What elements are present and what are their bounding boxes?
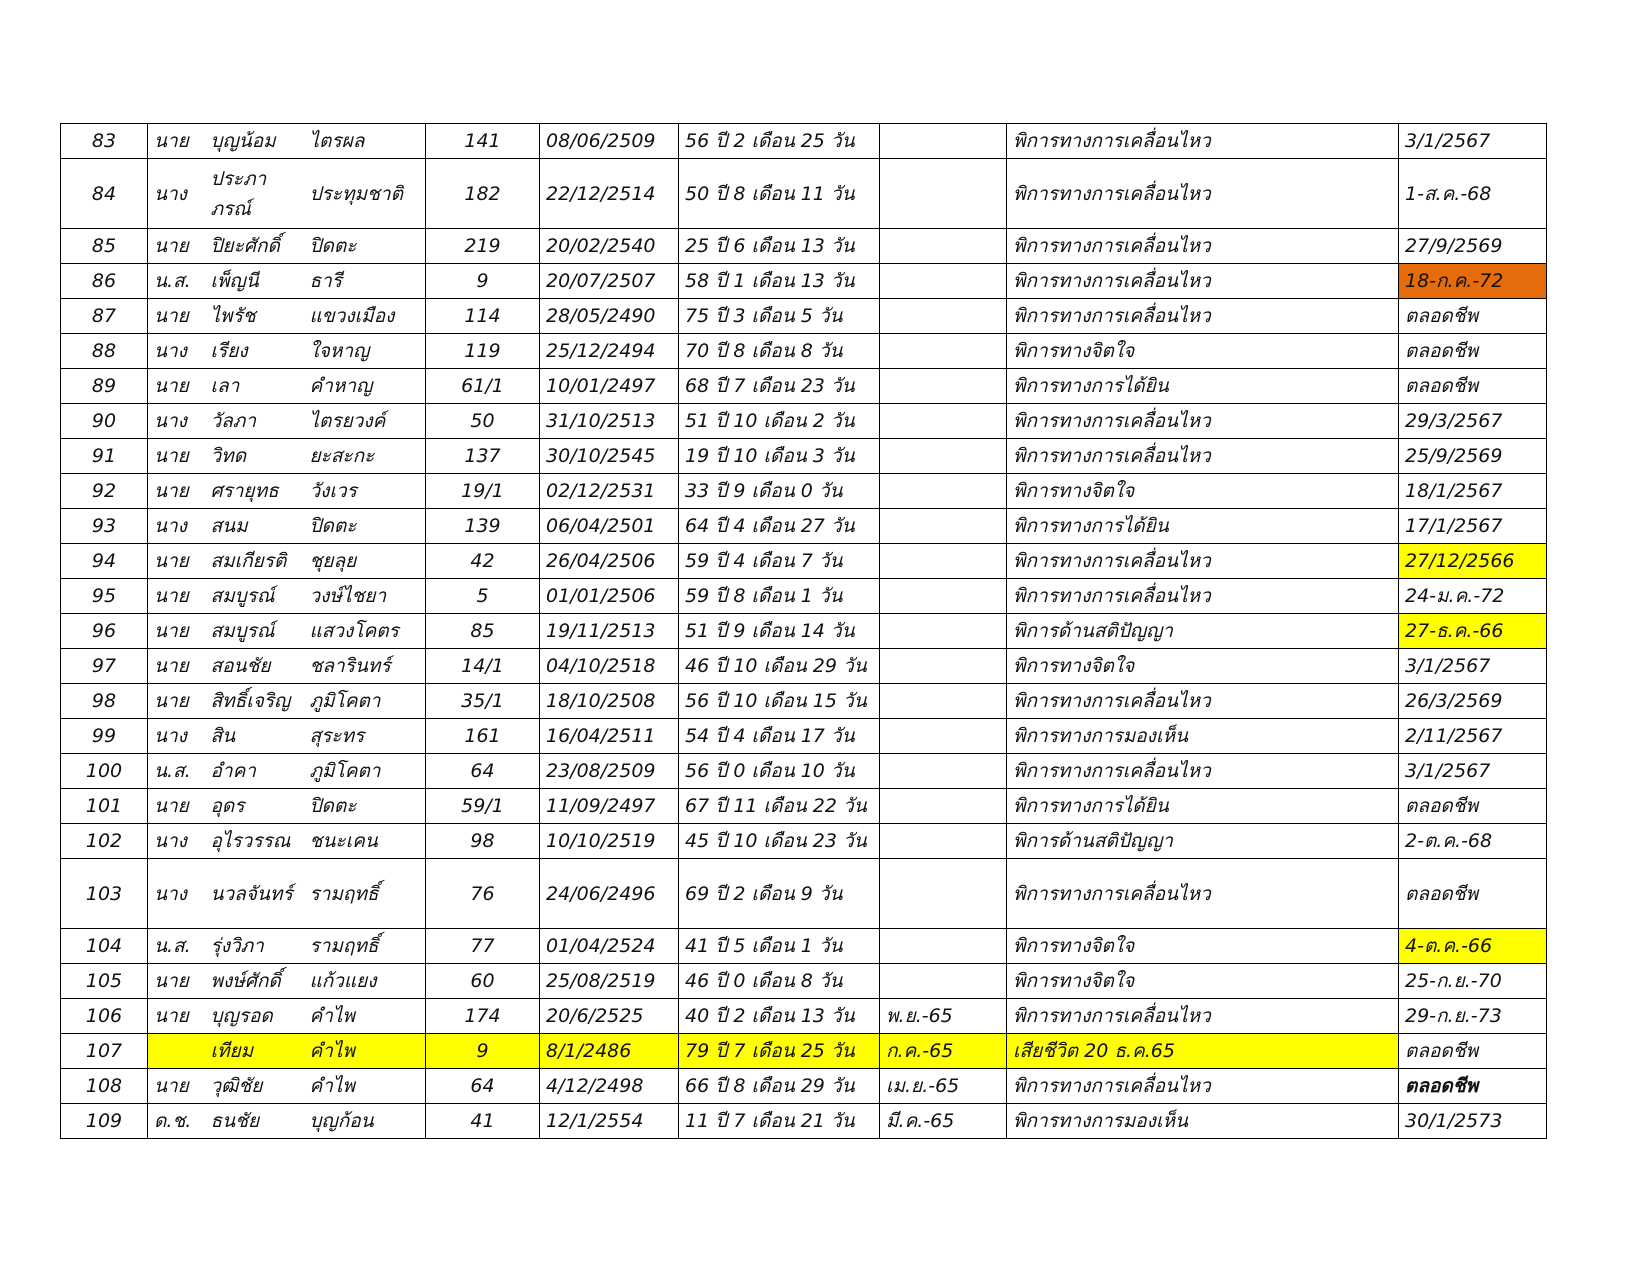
birth-date: 25/12/2494 <box>540 334 679 369</box>
first-name: วุฒิชัย <box>205 1069 304 1104</box>
last-name: สุระทร <box>304 719 426 754</box>
birth-date: 28/05/2490 <box>540 299 679 334</box>
name-title: นาง <box>148 509 205 544</box>
name-title: นาย <box>148 439 205 474</box>
table-row <box>61 1104 1547 1139</box>
table-row <box>61 824 1547 859</box>
name-title <box>148 1034 205 1069</box>
table-row <box>61 684 1547 719</box>
house-number: 60 <box>426 964 540 999</box>
row-number: 90 <box>61 404 148 439</box>
first-name: อำคา <box>205 754 304 789</box>
first-name: สนม <box>205 509 304 544</box>
name-title: นาย <box>148 1069 205 1104</box>
disability-type: พิการทางการเคลื่อนไหว <box>1007 544 1399 579</box>
card-expiry: 30/1/2573 <box>1399 1104 1547 1139</box>
table-row <box>61 474 1547 509</box>
first-name: บุญรอด <box>205 999 304 1034</box>
disability-type: พิการทางจิตใจ <box>1007 334 1399 369</box>
month-cell <box>880 789 1007 824</box>
table-row <box>61 544 1547 579</box>
birth-date: 8/1/2486 <box>540 1034 679 1069</box>
last-name: ภูมิโคตา <box>304 684 426 719</box>
age-text: 59 ปี 4 เดือน 7 วัน <box>679 544 880 579</box>
house-number: 59/1 <box>426 789 540 824</box>
table-row <box>61 159 1547 229</box>
card-expiry: 27/12/2566 <box>1399 544 1547 579</box>
row-number: 102 <box>61 824 148 859</box>
age-text: 56 ปี 2 เดือน 25 วัน <box>679 124 880 159</box>
row-number: 83 <box>61 124 148 159</box>
row-number: 109 <box>61 1104 148 1139</box>
last-name: ปิดตะ <box>304 789 426 824</box>
first-name: สอนชัย <box>205 649 304 684</box>
row-number: 84 <box>61 159 148 229</box>
age-text: 40 ปี 2 เดือน 13 วัน <box>679 999 880 1034</box>
birth-date: 16/04/2511 <box>540 719 679 754</box>
month-cell <box>880 159 1007 229</box>
age-text: 46 ปี 10 เดือน 29 วัน <box>679 649 880 684</box>
disability-type: พิการทางการเคลื่อนไหว <box>1007 264 1399 299</box>
birth-date: 12/1/2554 <box>540 1104 679 1139</box>
last-name: ภูมิโคตา <box>304 754 426 789</box>
month-cell: มี.ค.-65 <box>880 1104 1007 1139</box>
age-text: 69 ปี 2 เดือน 9 วัน <box>679 859 880 929</box>
last-name: คำไพ <box>304 1069 426 1104</box>
house-number: 35/1 <box>426 684 540 719</box>
house-number: 139 <box>426 509 540 544</box>
card-expiry: 25-ก.ย.-70 <box>1399 964 1547 999</box>
table-row <box>61 929 1547 964</box>
disability-type: พิการด้านสติปัญญา <box>1007 614 1399 649</box>
month-cell <box>880 649 1007 684</box>
first-name: ศรายุทธ <box>205 474 304 509</box>
month-cell <box>880 229 1007 264</box>
disability-type: พิการทางจิตใจ <box>1007 649 1399 684</box>
first-name: สมเกียรติ <box>205 544 304 579</box>
row-number: 97 <box>61 649 148 684</box>
disability-type: พิการทางจิตใจ <box>1007 929 1399 964</box>
house-number: 64 <box>426 754 540 789</box>
first-name: ประภา ภรณ์ <box>205 159 304 229</box>
disability-type: พิการทางการเคลื่อนไหว <box>1007 404 1399 439</box>
last-name: ปิดตะ <box>304 509 426 544</box>
disability-type: พิการทางการเคลื่อนไหว <box>1007 684 1399 719</box>
card-expiry: 24-ม.ค.-72 <box>1399 579 1547 614</box>
age-text: 75 ปี 3 เดือน 5 วัน <box>679 299 880 334</box>
house-number: 161 <box>426 719 540 754</box>
card-expiry: 3/1/2567 <box>1399 754 1547 789</box>
house-number: 42 <box>426 544 540 579</box>
table-row <box>61 1034 1547 1069</box>
last-name: แก้วแยง <box>304 964 426 999</box>
table-row <box>61 299 1547 334</box>
first-name: ธนชัย <box>205 1104 304 1139</box>
house-number: 141 <box>426 124 540 159</box>
first-name: ไพรัช <box>205 299 304 334</box>
house-number: 5 <box>426 579 540 614</box>
row-number: 91 <box>61 439 148 474</box>
age-text: 33 ปี 9 เดือน 0 วัน <box>679 474 880 509</box>
row-number: 93 <box>61 509 148 544</box>
row-number: 86 <box>61 264 148 299</box>
age-text: 51 ปี 10 เดือน 2 วัน <box>679 404 880 439</box>
disability-type: พิการทางการเคลื่อนไหว <box>1007 859 1399 929</box>
birth-date: 11/09/2497 <box>540 789 679 824</box>
month-cell <box>880 719 1007 754</box>
month-cell <box>880 684 1007 719</box>
age-text: 64 ปี 4 เดือน 27 วัน <box>679 509 880 544</box>
card-expiry: 3/1/2567 <box>1399 124 1547 159</box>
first-name: รุ่งวิภา <box>205 929 304 964</box>
row-number: 89 <box>61 369 148 404</box>
age-text: 70 ปี 8 เดือน 8 วัน <box>679 334 880 369</box>
disability-type: พิการทางการเคลื่อนไหว <box>1007 124 1399 159</box>
disability-type: พิการด้านสติปัญญา <box>1007 824 1399 859</box>
disability-type: พิการทางการได้ยิน <box>1007 789 1399 824</box>
house-number: 14/1 <box>426 649 540 684</box>
name-title: นาย <box>148 544 205 579</box>
birth-date: 02/12/2531 <box>540 474 679 509</box>
name-title: นาย <box>148 684 205 719</box>
row-number: 104 <box>61 929 148 964</box>
name-title: นาย <box>148 124 205 159</box>
birth-date: 08/06/2509 <box>540 124 679 159</box>
house-number: 50 <box>426 404 540 439</box>
table-row <box>61 789 1547 824</box>
last-name: ไตรผล <box>304 124 426 159</box>
month-cell: เม.ย.-65 <box>880 1069 1007 1104</box>
first-name: อุไรวรรณ <box>205 824 304 859</box>
card-expiry: 2-ต.ค.-68 <box>1399 824 1547 859</box>
birth-date: 22/12/2514 <box>540 159 679 229</box>
house-number: 19/1 <box>426 474 540 509</box>
birth-date: 01/01/2506 <box>540 579 679 614</box>
name-title: น.ส. <box>148 929 205 964</box>
disability-type: พิการทางการเคลื่อนไหว <box>1007 159 1399 229</box>
last-name: วงษ์ไชยา <box>304 579 426 614</box>
disability-type: พิการทางการเคลื่อนไหว <box>1007 754 1399 789</box>
age-text: 56 ปี 10 เดือน 15 วัน <box>679 684 880 719</box>
first-name: นวลจันทร์ <box>205 859 304 929</box>
age-text: 59 ปี 8 เดือน 1 วัน <box>679 579 880 614</box>
house-number: 119 <box>426 334 540 369</box>
last-name: ชนะเคน <box>304 824 426 859</box>
card-expiry: 29/3/2567 <box>1399 404 1547 439</box>
name-title: ด.ช. <box>148 1104 205 1139</box>
age-text: 51 ปี 9 เดือน 14 วัน <box>679 614 880 649</box>
table-row <box>61 999 1547 1034</box>
age-text: 56 ปี 0 เดือน 10 วัน <box>679 754 880 789</box>
birth-date: 20/02/2540 <box>540 229 679 264</box>
birth-date: 06/04/2501 <box>540 509 679 544</box>
name-title: นาง <box>148 159 205 229</box>
card-expiry: ตลอดชีพ <box>1399 369 1547 404</box>
name-title: นาง <box>148 404 205 439</box>
disability-type: พิการทางการเคลื่อนไหว <box>1007 299 1399 334</box>
row-number: 106 <box>61 999 148 1034</box>
card-expiry: 25/9/2569 <box>1399 439 1547 474</box>
birth-date: 18/10/2508 <box>540 684 679 719</box>
table-row <box>61 964 1547 999</box>
card-expiry: ตลอดชีพ <box>1399 299 1547 334</box>
first-name: วิทด <box>205 439 304 474</box>
name-title: นาย <box>148 369 205 404</box>
age-text: 50 ปี 8 เดือน 11 วัน <box>679 159 880 229</box>
birth-date: 20/07/2507 <box>540 264 679 299</box>
card-expiry: 4-ต.ค.-66 <box>1399 929 1547 964</box>
house-number: 182 <box>426 159 540 229</box>
name-title: นาย <box>148 999 205 1034</box>
house-number: 61/1 <box>426 369 540 404</box>
name-title: นาย <box>148 649 205 684</box>
disability-type: เสียชีวิต 20 ธ.ค.65 <box>1007 1034 1399 1069</box>
last-name: วังเวร <box>304 474 426 509</box>
month-cell <box>880 124 1007 159</box>
name-title: นาย <box>148 579 205 614</box>
card-expiry: ตลอดชีพ <box>1399 1034 1547 1069</box>
card-expiry: 18-ก.ค.-72 <box>1399 264 1547 299</box>
row-number: 108 <box>61 1069 148 1104</box>
table-row <box>61 369 1547 404</box>
table-row <box>61 719 1547 754</box>
last-name: บุญก้อน <box>304 1104 426 1139</box>
card-expiry: 1-ส.ค.-68 <box>1399 159 1547 229</box>
table-body <box>61 124 1547 1139</box>
table-row <box>61 124 1547 159</box>
card-expiry: 18/1/2567 <box>1399 474 1547 509</box>
last-name: คำไพ <box>304 1034 426 1069</box>
first-name: สมบูรณ์ <box>205 579 304 614</box>
last-name: แสวงโคตร <box>304 614 426 649</box>
house-number: 219 <box>426 229 540 264</box>
first-name: ปิยะศักดิ์ <box>205 229 304 264</box>
row-number: 94 <box>61 544 148 579</box>
first-name: อุดร <box>205 789 304 824</box>
row-number: 88 <box>61 334 148 369</box>
last-name: ชุยลุย <box>304 544 426 579</box>
table-row <box>61 649 1547 684</box>
age-text: 66 ปี 8 เดือน 29 วัน <box>679 1069 880 1104</box>
age-text: 46 ปี 0 เดือน 8 วัน <box>679 964 880 999</box>
month-cell <box>880 404 1007 439</box>
last-name: ไตรยวงค์ <box>304 404 426 439</box>
month-cell <box>880 754 1007 789</box>
table-row <box>61 614 1547 649</box>
card-expiry: 3/1/2567 <box>1399 649 1547 684</box>
disability-type: พิการทางการมองเห็น <box>1007 1104 1399 1139</box>
birth-date: 26/04/2506 <box>540 544 679 579</box>
disability-register-table <box>60 123 1547 1139</box>
month-cell <box>880 334 1007 369</box>
card-expiry: ตลอดชีพ <box>1399 789 1547 824</box>
birth-date: 10/01/2497 <box>540 369 679 404</box>
table-row <box>61 439 1547 474</box>
month-cell <box>880 579 1007 614</box>
name-title: นาง <box>148 859 205 929</box>
table-row <box>61 229 1547 264</box>
birth-date: 30/10/2545 <box>540 439 679 474</box>
name-title: นาย <box>148 474 205 509</box>
disability-type: พิการทางการเคลื่อนไหว <box>1007 999 1399 1034</box>
row-number: 98 <box>61 684 148 719</box>
birth-date: 4/12/2498 <box>540 1069 679 1104</box>
month-cell <box>880 859 1007 929</box>
card-expiry: 29-ก.ย.-73 <box>1399 999 1547 1034</box>
house-number: 41 <box>426 1104 540 1139</box>
first-name: เลา <box>205 369 304 404</box>
month-cell: พ.ย.-65 <box>880 999 1007 1034</box>
row-number: 85 <box>61 229 148 264</box>
table-row <box>61 754 1547 789</box>
name-title: นาง <box>148 719 205 754</box>
house-number: 85 <box>426 614 540 649</box>
first-name: บุญน้อม <box>205 124 304 159</box>
first-name: สิทธิ์เจริญ <box>205 684 304 719</box>
disability-type: พิการทางจิตใจ <box>1007 964 1399 999</box>
age-text: 58 ปี 1 เดือน 13 วัน <box>679 264 880 299</box>
birth-date: 19/11/2513 <box>540 614 679 649</box>
disability-type: พิการทางการได้ยิน <box>1007 509 1399 544</box>
table-row <box>61 264 1547 299</box>
month-cell <box>880 474 1007 509</box>
disability-type: พิการทางการเคลื่อนไหว <box>1007 1069 1399 1104</box>
first-name: เทียม <box>205 1034 304 1069</box>
row-number: 103 <box>61 859 148 929</box>
table-row <box>61 509 1547 544</box>
card-expiry: 2/11/2567 <box>1399 719 1547 754</box>
month-cell <box>880 264 1007 299</box>
disability-type: พิการทางการเคลื่อนไหว <box>1007 579 1399 614</box>
month-cell <box>880 614 1007 649</box>
age-text: 41 ปี 5 เดือน 1 วัน <box>679 929 880 964</box>
row-number: 95 <box>61 579 148 614</box>
table-row <box>61 334 1547 369</box>
disability-type: พิการทางการเคลื่อนไหว <box>1007 439 1399 474</box>
month-cell: ก.ค.-65 <box>880 1034 1007 1069</box>
house-number: 77 <box>426 929 540 964</box>
age-text: 79 ปี 7 เดือน 25 วัน <box>679 1034 880 1069</box>
name-title: นาย <box>148 964 205 999</box>
birth-date: 31/10/2513 <box>540 404 679 439</box>
house-number: 174 <box>426 999 540 1034</box>
table-row <box>61 404 1547 439</box>
month-cell <box>880 299 1007 334</box>
last-name: คำไพ <box>304 999 426 1034</box>
age-text: 45 ปี 10 เดือน 23 วัน <box>679 824 880 859</box>
house-number: 98 <box>426 824 540 859</box>
birth-date: 24/06/2496 <box>540 859 679 929</box>
first-name: พงษ์ศักดิ์ <box>205 964 304 999</box>
month-cell <box>880 369 1007 404</box>
row-number: 92 <box>61 474 148 509</box>
row-number: 100 <box>61 754 148 789</box>
house-number: 114 <box>426 299 540 334</box>
month-cell <box>880 544 1007 579</box>
row-number: 87 <box>61 299 148 334</box>
last-name: ประทุมชาติ <box>304 159 426 229</box>
month-cell <box>880 964 1007 999</box>
row-number: 107 <box>61 1034 148 1069</box>
month-cell <box>880 439 1007 474</box>
card-expiry: ตลอดชีพ <box>1399 334 1547 369</box>
house-number: 9 <box>426 264 540 299</box>
table-row <box>61 859 1547 929</box>
row-number: 99 <box>61 719 148 754</box>
name-title: นาย <box>148 789 205 824</box>
age-text: 19 ปี 10 เดือน 3 วัน <box>679 439 880 474</box>
last-name: คำหาญ <box>304 369 426 404</box>
first-name: สมบูรณ์ <box>205 614 304 649</box>
first-name: เพ็ญนี <box>205 264 304 299</box>
name-title: นาง <box>148 824 205 859</box>
row-number: 96 <box>61 614 148 649</box>
card-expiry: 17/1/2567 <box>1399 509 1547 544</box>
last-name: ธารี <box>304 264 426 299</box>
house-number: 64 <box>426 1069 540 1104</box>
card-expiry: ตลอดชีพ <box>1399 859 1547 929</box>
row-number: 105 <box>61 964 148 999</box>
birth-date: 23/08/2509 <box>540 754 679 789</box>
disability-type: พิการทางการได้ยิน <box>1007 369 1399 404</box>
name-title: น.ส. <box>148 754 205 789</box>
birth-date: 25/08/2519 <box>540 964 679 999</box>
birth-date: 20/6/2525 <box>540 999 679 1034</box>
card-expiry: 27-ธ.ค.-66 <box>1399 614 1547 649</box>
age-text: 68 ปี 7 เดือน 23 วัน <box>679 369 880 404</box>
last-name: ปิดตะ <box>304 229 426 264</box>
first-name: เรียง <box>205 334 304 369</box>
age-text: 67 ปี 11 เดือน 22 วัน <box>679 789 880 824</box>
birth-date: 10/10/2519 <box>540 824 679 859</box>
house-number: 137 <box>426 439 540 474</box>
disability-type: พิการทางการเคลื่อนไหว <box>1007 229 1399 264</box>
name-title: นาย <box>148 614 205 649</box>
age-text: 11 ปี 7 เดือน 21 วัน <box>679 1104 880 1139</box>
birth-date: 01/04/2524 <box>540 929 679 964</box>
table-row <box>61 579 1547 614</box>
first-name: สิน <box>205 719 304 754</box>
disability-type: พิการทางการมองเห็น <box>1007 719 1399 754</box>
age-text: 54 ปี 4 เดือน 17 วัน <box>679 719 880 754</box>
house-number: 76 <box>426 859 540 929</box>
month-cell <box>880 929 1007 964</box>
card-expiry: 27/9/2569 <box>1399 229 1547 264</box>
disability-type: พิการทางจิตใจ <box>1007 474 1399 509</box>
house-number: 9 <box>426 1034 540 1069</box>
last-name: ใจหาญ <box>304 334 426 369</box>
age-text: 25 ปี 6 เดือน 13 วัน <box>679 229 880 264</box>
last-name: รามฤทธิ์ <box>304 859 426 929</box>
month-cell <box>880 824 1007 859</box>
card-expiry: ตลอดชีพ <box>1399 1069 1547 1104</box>
first-name: วัลภา <box>205 404 304 439</box>
card-expiry: 26/3/2569 <box>1399 684 1547 719</box>
last-name: แขวงเมือง <box>304 299 426 334</box>
month-cell <box>880 509 1007 544</box>
table-row <box>61 1069 1547 1104</box>
row-number: 101 <box>61 789 148 824</box>
birth-date: 04/10/2518 <box>540 649 679 684</box>
name-title: นาง <box>148 334 205 369</box>
last-name: ชลารินทร์ <box>304 649 426 684</box>
last-name: รามฤทธิ์ <box>304 929 426 964</box>
name-title: นาย <box>148 299 205 334</box>
last-name: ยะสะกะ <box>304 439 426 474</box>
name-title: นาย <box>148 229 205 264</box>
name-title: น.ส. <box>148 264 205 299</box>
